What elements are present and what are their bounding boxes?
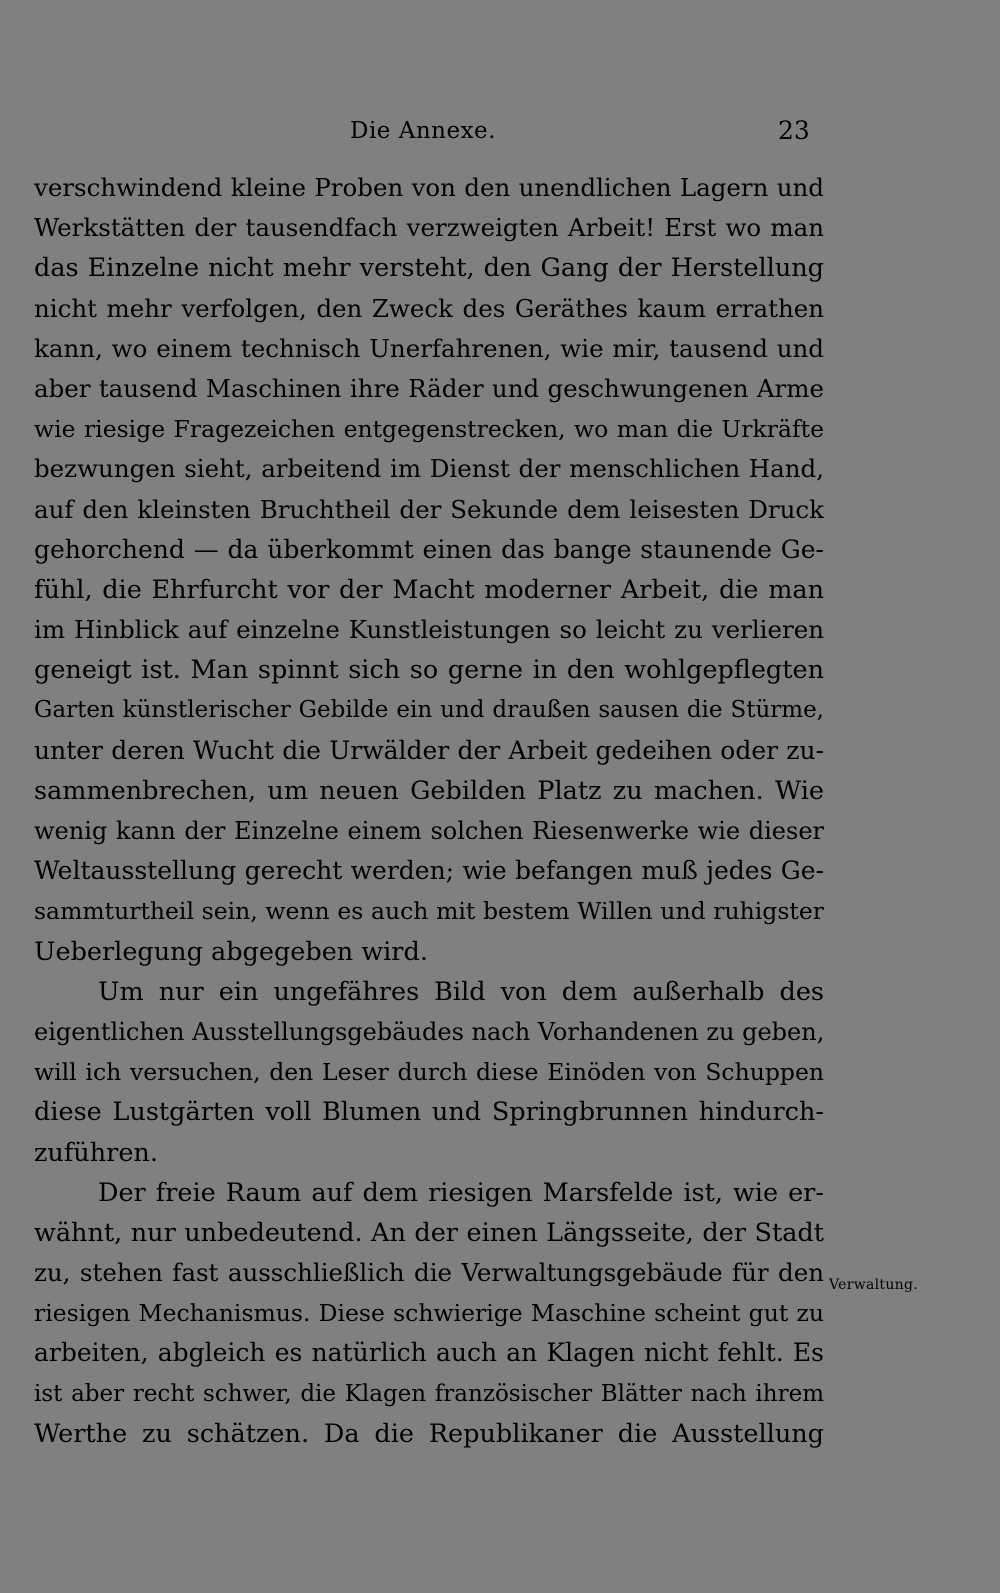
text-line: nicht mehr verfolgen, den Zweck des Geräthes kaum errathen (34, 293, 824, 323)
text-line: auf den kleinsten Bruchtheil der Sekunde dem leisesten Druck (34, 494, 824, 524)
page-number: 23 (778, 116, 810, 145)
text-line: verschwindend kleine Proben von den unendlichen Lagern und (34, 173, 824, 202)
text-line: unter deren Wucht die Urwälder der Arbeit gedeihen oder zu- (34, 735, 824, 765)
text-line: sammenbrechen, um neuen Gebilden Platz zu machen. Wie (34, 775, 824, 806)
text-line: im Hinblick auf einzelne Kunstleistungen so leicht zu verlieren (34, 615, 824, 645)
text-line: eigentlichen Ausstellungsgebäudes nach Vorhandenen zu geben, (34, 1017, 825, 1046)
text-line: Der freie Raum auf dem riesigen Marsfelde ist, wie er- (98, 1177, 824, 1208)
text-line: zu, stehen fast ausschließlich die Verwaltungsgebäude für den (34, 1258, 824, 1288)
body-text (34, 168, 824, 1454)
text-line: bezwungen sieht, arbeitend im Dienst der menschlichen Hand, (34, 454, 824, 484)
running-head-title: Die Annexe. (350, 118, 496, 144)
text-line: riesigen Mechanismus. Diese schwierige Maschine scheint gut zu (34, 1299, 824, 1328)
text-line: Um nur ein ungefähres Bild von dem außerhalb des (98, 976, 824, 1007)
text-line: fühl, die Ehrfurcht vor der Macht moderner Arbeit, die man (34, 574, 824, 605)
text-line: Garten künstlerischer Gebilde ein und draußen sausen die Stürme, (34, 697, 824, 724)
text-line: geneigt ist. Man spinnt sich so gerne in den wohlgepflegten (34, 655, 824, 686)
text-line: zuführen. (34, 1137, 158, 1168)
text-line: Werthe zu schätzen. Da die Republikaner die Ausstellung (34, 1418, 824, 1449)
text-line: das Einzelne nicht mehr versteht, den Gang der Herstellung (34, 253, 824, 284)
text-line: Weltausstellung gerecht werden; wie befangen muß jedes Ge- (34, 856, 824, 886)
text-line: aber tausend Maschinen ihre Räder und geschwungenen Arme (34, 373, 824, 403)
text-line: wähnt, nur unbedeutend. An der einen Längsseite, der Stadt (34, 1217, 824, 1248)
text-line: gehorchend — da überkommt einen das bange staunende Ge- (34, 534, 824, 564)
text-line: Ueberlegung abgegeben wird. (34, 936, 428, 967)
text-line: ist aber recht schwer, die Klagen französischer Blätter nach ihrem (34, 1380, 824, 1407)
text-line: wie riesige Fragezeichen entgegenstrecken, wo man die Urkräfte (34, 415, 824, 444)
margin-note: Verwaltung. (829, 1277, 918, 1293)
text-line: wenig kann der Einzelne einem solchen Riesenwerke wie dieser (34, 817, 824, 845)
text-line: sammturtheil sein, wenn es auch mit bestem Willen und ruhigster (34, 897, 824, 926)
text-line: arbeiten, abgleich es natürlich auch an Klagen nicht fehlt. Es (34, 1338, 824, 1368)
text-line: Werkstätten der tausendfach verzweigten Arbeit! Erst wo man (34, 213, 824, 243)
running-head (0, 112, 1000, 152)
text-line: will ich versuchen, den Leser durch diese Einöden von Schuppen (34, 1058, 824, 1087)
text-line: diese Lustgärten voll Blumen und Springbrunnen hindurch- (34, 1097, 824, 1128)
text-line: kann, wo einem technisch Unerfahrenen, wie mir, tausend und (34, 333, 824, 363)
